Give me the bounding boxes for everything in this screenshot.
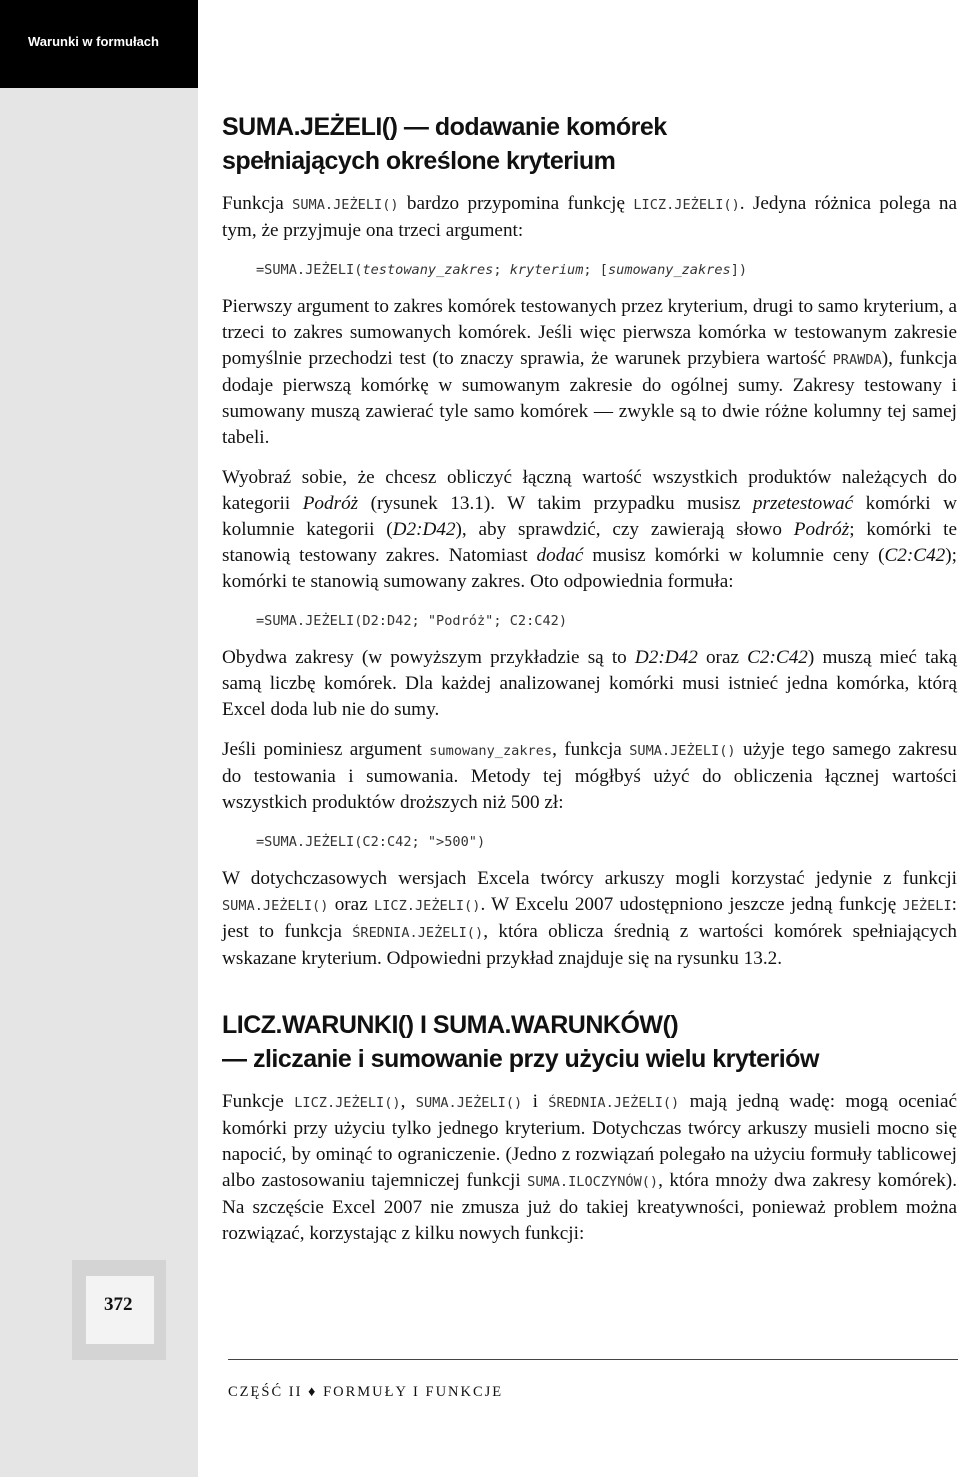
formula-syntax: =SUMA.JEŻELI(testowany_zakres; kryterium; [sumowany_zakres]) — [256, 262, 748, 278]
section-heading-warunki: LICZ.WARUNKI() I SUMA.WARUNKÓW() — zliczanie i sumowanie przy użyciu wielu kryteriów — [222, 1011, 819, 1073]
paragraph-older-versions: W dotychczasowych wersjach Excela twórcy arkuszy mogli korzystać jedynie z funkcji SUMA.JEŻELI() oraz LICZ.JEŻELI(). W Excelu 2007 udostępniono jeszcze jedną funkcję JEŻELI: jest to funkcja ŚREDNIA.JEŻELI(), która oblicza średnią z wartości komórek spełniających wskazane kryterium. Odpowiedni przykład znajduje się na rysunku 13.2. — [222, 868, 957, 969]
sidebar — [0, 0, 198, 1477]
page-footer — [228, 1359, 958, 1401]
formula-example-1: =SUMA.JEŻELI(D2:D42; "Podróż"; C2:C42) — [256, 613, 567, 629]
paragraph-multiple-criteria: Funkcje LICZ.JEŻELI(), SUMA.JEŻELI() i ŚREDNIA.JEŻELI() mają jedną wadę: mogą oceniać komórki przy użyciu tylko jednego kryterium. Dotychczas twórcy arkuszy musieli mocno się napocić, by ominąć to ograniczenie. (Jedno z rozwiązań polegało na użyciu formuły tablicowej albo zastosowaniu tajemniczej funkcji SUMA.ILOCZYNÓW(), która mnoży dwa zakresy komórek). Na szczęście Excel 2007 nie zmusza już do takiej kreatywności, ponieważ problem można rozwiązać, korzystając z kilku nowych funkcji: — [222, 1091, 957, 1244]
chapter-tab — [0, 0, 198, 88]
diamond-icon: ♦ — [308, 1384, 318, 1400]
paragraph-intro: Funkcja SUMA.JEŻELI() bardzo przypomina funkcję LICZ.JEŻELI(). Jedyna różnica polega na tym, że przyjmuje ona trzeci argument: — [222, 193, 957, 241]
paragraph-arguments: Pierwszy argument to zakres komórek testowanych przez kryterium, drugi to samo kryterium, a trzeci to zakres sumowanych komórek. Jeśli więc pierwsza komórka w testowanym zakresie pomyślnie przechodzi test (to znaczy sprawia, że warunek przybiera wartość PRAWDA), funkcja dodaje pierwszą komórkę w sumowanym zakresie do ogólnej sumy. Zakresy testowany i sumowany muszą zawierać tyle samo komórek — zwykle są to dwie różne kolumny tej samej tabeli. — [222, 296, 957, 448]
page-number-badge — [72, 1260, 166, 1360]
page-number: 372 — [104, 1294, 133, 1315]
paragraph-omit-argument: Jeśli pominiesz argument sumowany_zakres, funkcja SUMA.JEŻELI() użyje tego samego zakresu do testowania i sumowania. Metody tej mógłbyś użyć do obliczenia łącznej wartości wszystkich produktów droższych niż 500 zł: — [222, 739, 957, 813]
section-heading-sumajezeli: SUMA.JEŻELI() — dodawanie komórek spełniających określone kryterium — [222, 113, 667, 175]
main-content — [222, 110, 957, 1261]
footer-part: CZĘŚĆ II — [228, 1384, 303, 1400]
paragraph-ranges: Obydwa zakresy (w powyższym przykładzie są to D2:D42 oraz C2:C42) muszą mieć taką samą liczbę komórek. Dla każdej analizowanej komórki musi istnieć jedna komórka, którą Excel doda lub nie do sumy. — [222, 647, 957, 720]
chapter-tab-label: Warunki w formułach — [28, 34, 159, 49]
paragraph-example: Wyobraź sobie, że chcesz obliczyć łączną wartość wszystkich produktów należących do kategorii Podróż (rysunek 13.1). W takim przypadku musisz przetestować komórki w kolumnie kategorii (D2:D42), aby sprawdzić, czy zawierają słowo Podróż; komórki te stanowią testowany zakres. Natomiast dodać musisz komórki w kolumnie ceny (C2:C42); komórki te stanowią sumowany zakres. Oto odpowiednia formuła: — [222, 467, 958, 592]
footer-title: FORMUŁY I FUNKCJE — [323, 1384, 504, 1400]
formula-example-2: =SUMA.JEŻELI(C2:C42; ">500") — [256, 834, 486, 850]
